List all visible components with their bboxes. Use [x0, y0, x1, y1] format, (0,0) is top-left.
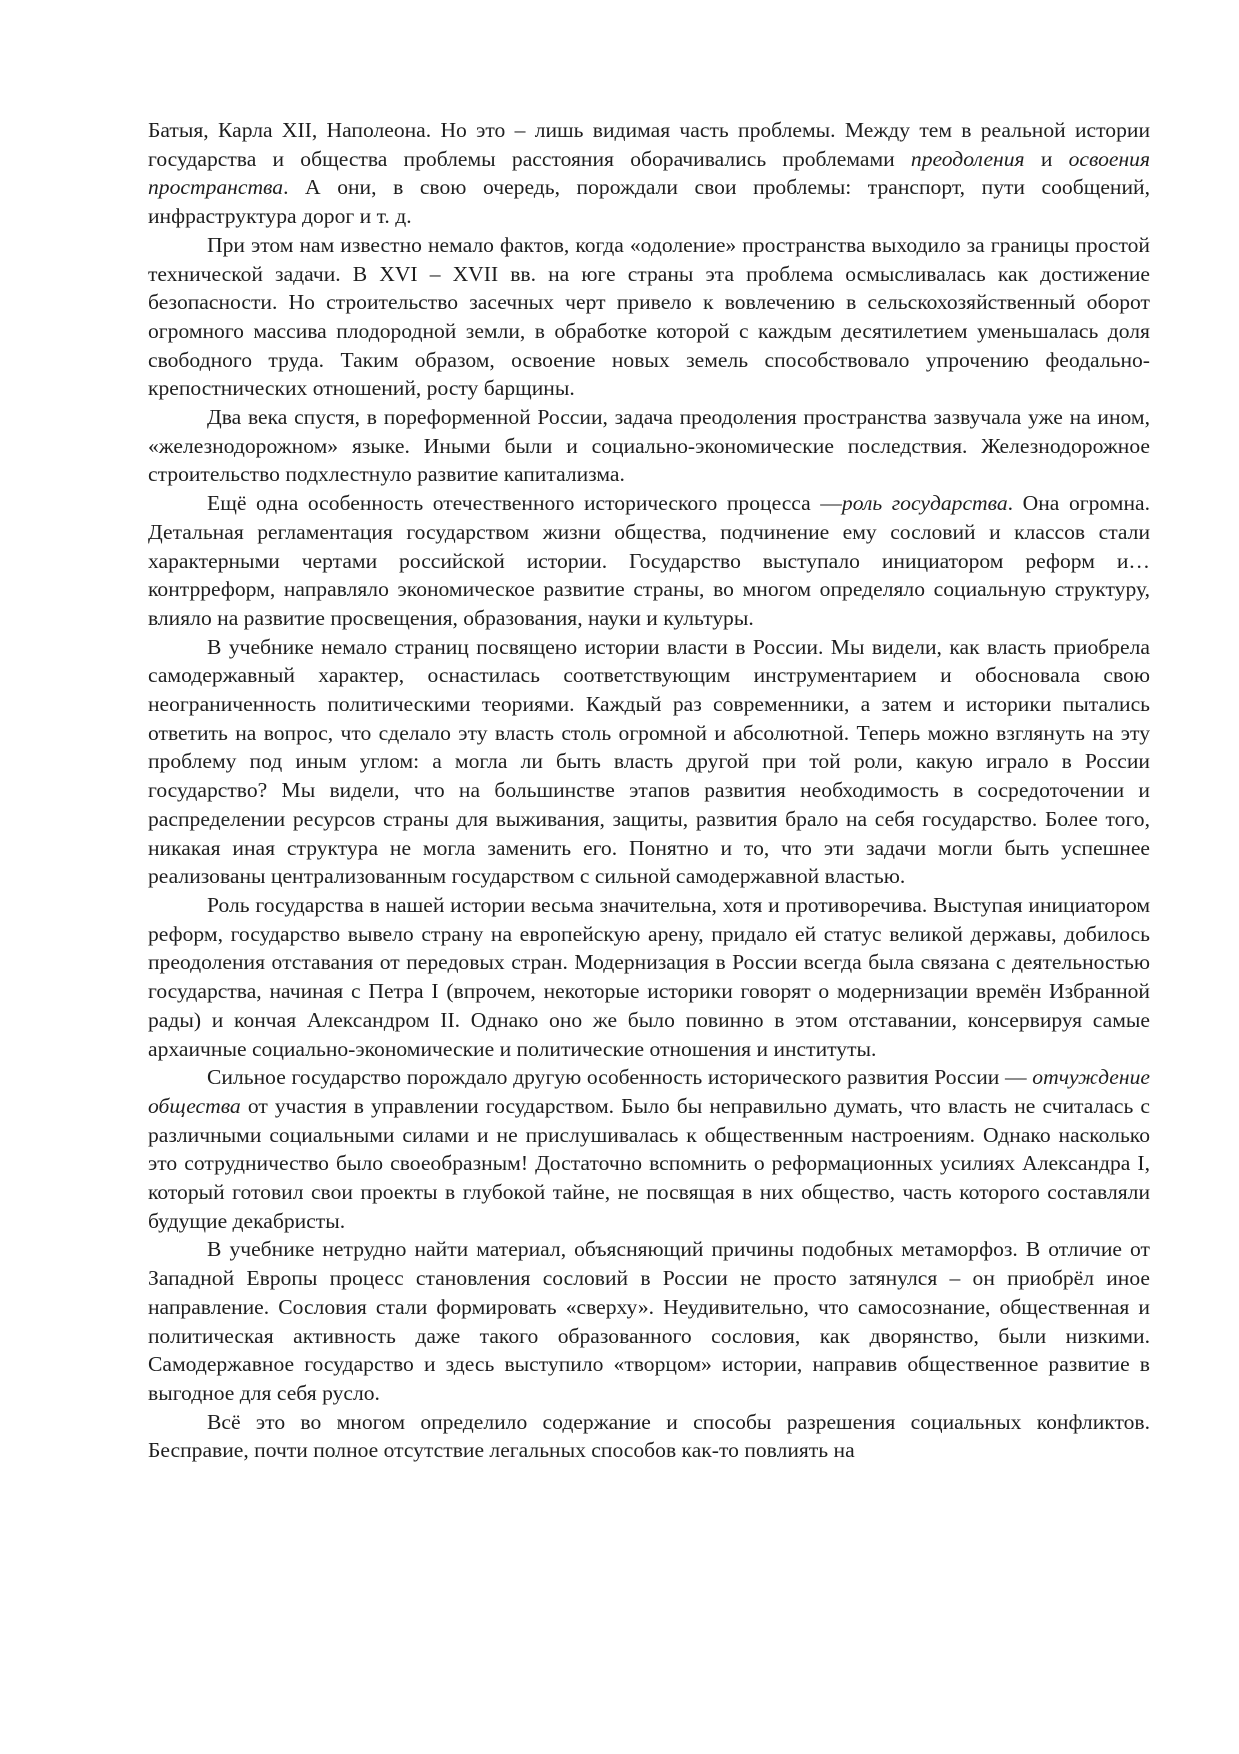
paragraph-9	[148, 1408, 1150, 1465]
paragraph-2	[148, 231, 1150, 403]
paragraph-8	[148, 1235, 1150, 1407]
italic-term-role-of-state: роль государства	[841, 491, 1008, 516]
text-segment: Батыя, Карла XII, Наполеона. Но это – лишь видимая часть проблемы. Между тем в реальной истории государства и общества проблемы расстояния оборачивались проблемами	[148, 118, 1150, 171]
paragraph-5	[148, 633, 1150, 891]
text-segment: При этом нам известно немало фактов, когда «одоление» пространства выходило за границы простой технической задачи. В XVI – XVII вв. на юге страны эта проблема осмысливалась как достижение безопасности. Но строительство засечных черт привело к вовлечению в сельскохозяйственный оборот огромного массива плодородной земли, в обработке которой с каждым десятилетием уменьшалась доля свободного труда. Таким образом, освоение новых земель способствовало упрочению феодально-крепостнических отношений, росту барщины.	[148, 232, 1150, 401]
italic-term-overcoming: преодоления	[910, 146, 1025, 171]
text-segment: Ещё одна особенность отечественного исторического процесса —	[207, 491, 842, 516]
text-segment: В учебнике нетрудно найти материал, объясняющий причины подобных метаморфоз. В отличие от Западной Европы процесс становления сословий в России не просто затянулся – он приобрёл иное направление. Сословия стали формировать «сверху». Неудивительно, что самосознание, общественная и политическая активность даже такого образованного сословия, как дворянство, были низкими. Самодержавное государство и здесь выступило «творцом» истории, направив общественное развитие в выгодное для себя русло.	[148, 1237, 1150, 1405]
text-segment: Роль государства в нашей истории весьма значительна, хотя и противоречива. Выступая инициатором реформ, государство вывело страну на европейскую арену, придало ей статус великой державы, добилось преодоления отставания от передовых стран. Модернизация в России всегда была связана с деятельностью государства, начиная с Петра I (впрочем, некоторые историки говорят о модернизации времён Избранной рады) и кончая Александром II. Однако оно же было повинно в этом отставании, консервируя самые архаичные социально-экономические и политические отношения и институты.	[148, 892, 1150, 1061]
text-segment: В учебнике немало страниц посвящено истории власти в России. Мы видели, как власть приобрела самодержавный характер, оснастилась соответствующим инструментарием и обосновала свою неограниченность политическими теориями. Каждый раз современники, а затем и историки пытались ответить на вопрос, что сделало эту власть столь огромной и абсолютной. Теперь можно взглянуть на эту проблему под иным углом: а могла ли быть власть другой при той роли, какую играло в России государство? Мы видели, что на большинстве этапов развития необходимость в сосредоточении и распределении ресурсов страны для выживания, защиты, развития брало на себя государство. Более того, никакая иная структура не могла заменить его. Понятно и то, что эти задачи могли быть успешнее реализованы централизованным государством с сильной самодержавной властью.	[148, 634, 1150, 889]
paragraph-1	[148, 116, 1150, 231]
text-segment: Два века спустя, в пореформенной России, задача преодоления пространства зазвучала уже на ином, «железнодорожном» языке. Иными были и социально-экономические последствия. Железнодорожное строительство подхлестнуло развитие капитализма.	[148, 405, 1150, 487]
italic-term-space-development: освоения пространства	[148, 146, 1151, 200]
text-segment: Сильное государство порождало другую особенность исторического развития России —	[207, 1065, 1033, 1090]
paragraph-6	[148, 891, 1150, 1063]
text-segment: от участия в управлении государством. Было бы неправильно думать, что власть не считалась с различными социальными силами и не прислушивалась к общественным настроениям. Однако насколько это сотрудничество было своеобразным! Достаточно вспомнить о реформационных усилиях Александра I, который готовил свои проекты в глубокой тайне, не посвящая в них общество, часть которого составляли будущие декабристы.	[148, 1093, 1150, 1233]
text-segment: . Она огромна. Детальная регламентация государством жизни общества, подчинение ему сословий и классов стали характерными чертами российской истории. Государство выступало инициатором реформ и… контрреформ, направляло экономическое развитие страны, во многом определяло социальную структуру, влияло на развитие просвещения, образования, науки и культуры.	[148, 491, 1150, 630]
paragraph-7	[148, 1063, 1150, 1235]
document-body	[148, 116, 1150, 1465]
text-segment: и	[1024, 146, 1069, 171]
paragraph-4	[148, 489, 1150, 633]
paragraph-3	[148, 403, 1150, 489]
text-segment: Всё это во многом определило содержание и способы разрешения социальных конфликтов. Бесправие, почти полное отсутствие легальных способов как-то повлиять на	[148, 1409, 1150, 1463]
italic-term-alienation-of-society: отчуждение общества	[148, 1065, 1150, 1118]
text-segment: . А они, в свою очередь, порождали свои проблемы: транспорт, пути сообщений, инфраструктура дорог и т. д.	[148, 175, 1150, 229]
